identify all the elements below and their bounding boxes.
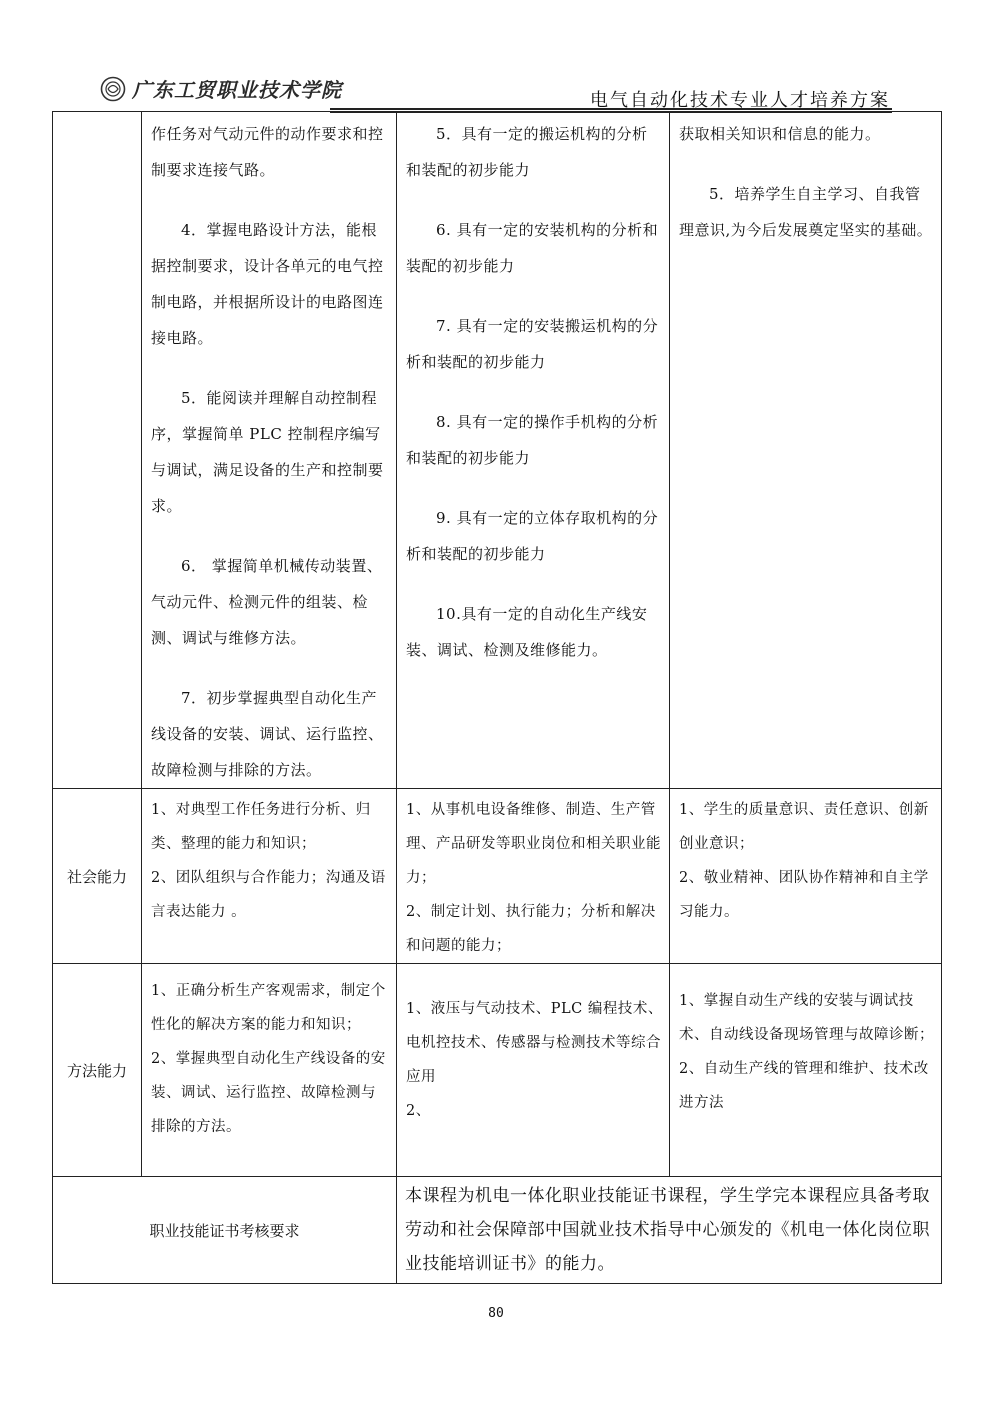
school-emblem-icon [100, 76, 126, 102]
method-skill-cell [397, 964, 670, 1177]
table-row [53, 964, 942, 1177]
list-item: 7. 具有一定的安装搬运机构的分析和装配的初步能力 [406, 317, 659, 371]
knowledge-cell [142, 112, 397, 789]
social-quality-cell [670, 789, 942, 964]
ability-table [52, 111, 942, 1284]
page-number: 80 [488, 1306, 504, 1321]
list-item: 5．能阅读并理解自动控制程序，掌握简单 PLC 控制程序编写与调试，满足设备的生产和控制要求。 [151, 389, 384, 515]
table-row [53, 1177, 942, 1284]
social-ability-label: 社会能力 [53, 789, 142, 964]
list-item: 1、对典型工作任务进行分析、归类、整理的能力和知识； [151, 802, 371, 852]
certificate-text: 本课程为机电一体化职业技能证书课程，学生学完本课程应具备考取劳动和社会保障部中国就业技术指导中心颁发的《机电一体化岗位职业技能培训证书》的能力。 [405, 1186, 930, 1274]
list-item: 9. 具有一定的立体存取机构的分析和装配的初步能力 [406, 509, 659, 563]
certificate-label: 职业技能证书考核要求 [53, 1177, 397, 1284]
list-item: 2、 [406, 1103, 431, 1119]
list-item: 7．初步掌握典型自动化生产线设备的安装、调试、运行监控、故障检测与排除的方法。 [151, 689, 384, 779]
row-label-cell [53, 112, 142, 789]
social-knowledge-cell [142, 789, 397, 964]
list-item: 2、团队组织与合作能力；沟通及语言表达能力 。 [151, 870, 386, 920]
list-item: 8. 具有一定的操作手机构的分析和装配的初步能力 [406, 413, 659, 467]
school-logo [100, 74, 342, 103]
list-item: 5．具有一定的搬运机构的分析和装配的初步能力 [406, 125, 648, 179]
quality-cell [670, 112, 942, 789]
list-item: 6． 掌握简单机械传动装置、气动元件、检测元件的组装、检测、调试与维修方法。 [151, 557, 383, 647]
list-item: 1、液压与气动技术、PLC 编程技术、电机控技术、传感器与检测技术等综合应用 [406, 1001, 663, 1085]
list-item: 1、从事机电设备维修、制造、生产管理、产品研发等职业岗位和相关职业能力； [406, 802, 661, 886]
list-item: 5．培养学生自主学习、自我管理意识,为今后发展奠定坚实的基础。 [679, 185, 933, 239]
document-title: 电气自动化技术专业人才培养方案 [590, 90, 890, 111]
school-name: 广东工贸职业技术学院 [132, 78, 342, 102]
list-item: 2、制定计划、执行能力；分析和解决和问题的能力； [406, 904, 656, 954]
method-ability-label: 方法能力 [53, 964, 142, 1177]
list-item: 6. 具有一定的安装机构的分析和装配的初步能力 [406, 221, 659, 275]
table-row [53, 789, 942, 964]
list-item: 1、学生的质量意识、责任意识、创新创业意识； [679, 802, 929, 852]
list-item: 作任务对气动元件的动作要求和控制要求连接气路。 [151, 125, 384, 179]
list-item: 1、掌握自动生产线的安装与调试技术、自动线设备现场管理与故障诊断； [679, 993, 934, 1043]
list-item: 2、自动生产线的管理和维护、技术改进方法 [679, 1061, 929, 1111]
header-divider [330, 108, 892, 110]
page-header [100, 72, 892, 111]
list-item: 10.具有一定的自动化生产线安装、调试、检测及维修能力。 [406, 605, 648, 659]
list-item: 4．掌握电路设计方法，能根据控制要求，设计各单元的电气控制电路，并根据所设计的电路图连接电路。 [151, 221, 384, 347]
list-item: 获取相关知识和信息的能力。 [679, 125, 881, 143]
list-item: 2、掌握典型自动化生产线设备的安装、调试、运行监控、故障检测与排除的方法。 [151, 1051, 386, 1135]
social-skill-cell [397, 789, 670, 964]
table-row [53, 112, 942, 789]
method-quality-cell [670, 964, 942, 1177]
certificate-cell [397, 1177, 942, 1284]
method-knowledge-cell [142, 964, 397, 1177]
list-item: 2、敬业精神、团队协作精神和自主学习能力。 [679, 870, 929, 920]
list-item: 1、正确分析生产客观需求，制定个性化的解决方案的能力和知识； [151, 983, 386, 1033]
skill-cell [397, 112, 670, 789]
